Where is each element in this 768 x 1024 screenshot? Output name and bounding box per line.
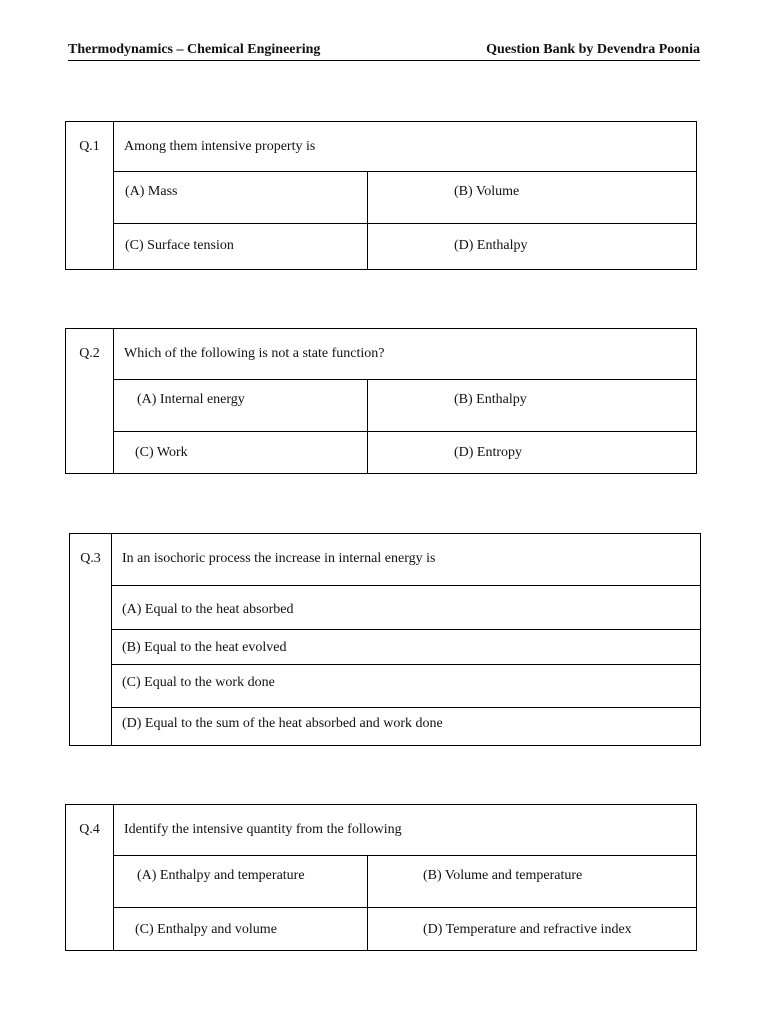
option-cell (114, 432, 368, 473)
question-4 (65, 804, 697, 951)
option-c: (C) Enthalpy and volume (135, 922, 277, 937)
option-cell (114, 856, 368, 907)
question-number: Q.1 (79, 139, 100, 154)
question-text-row (114, 122, 696, 171)
options-row (114, 223, 696, 269)
option-b: (B) Equal to the heat evolved (122, 640, 287, 655)
question-text: Among them intensive property is (124, 139, 316, 154)
option-b: (B) Volume and temperature (423, 868, 583, 883)
question-number-cell (66, 122, 114, 269)
question-1 (65, 121, 697, 270)
option-cell (368, 380, 696, 431)
option-c: (C) Surface tension (125, 238, 234, 253)
option-row (112, 707, 700, 745)
option-cell (368, 908, 696, 950)
question-3 (69, 533, 701, 746)
option-cell (114, 224, 368, 269)
question-text-row (112, 534, 700, 585)
option-row (112, 629, 700, 664)
option-d: (D) Enthalpy (454, 238, 528, 253)
page-header (68, 42, 700, 61)
question-text-row (114, 805, 696, 855)
option-row (112, 585, 700, 629)
option-c: (C) Work (135, 445, 188, 460)
question-text-row (114, 329, 696, 379)
option-cell (114, 172, 368, 223)
option-a: (A) Internal energy (137, 392, 245, 407)
option-d: (D) Entropy (454, 445, 523, 460)
option-d: (D) Temperature and refractive index (423, 922, 632, 937)
question-number: Q.2 (79, 346, 100, 361)
question-number-cell (66, 805, 114, 950)
option-a: (A) Enthalpy and temperature (137, 868, 305, 883)
options-row (114, 379, 696, 431)
option-a: (A) Mass (125, 184, 178, 199)
question-text: Which of the following is not a state function? (124, 346, 385, 361)
options-row (114, 171, 696, 223)
option-cell (368, 432, 696, 473)
header-author: Question Bank by Devendra Poonia (486, 42, 700, 57)
option-cell (368, 172, 696, 223)
question-number: Q.4 (79, 822, 100, 837)
option-cell (368, 224, 696, 269)
option-b: (B) Volume (454, 184, 520, 199)
options-row (114, 431, 696, 473)
option-cell (114, 380, 368, 431)
option-d: (D) Equal to the sum of the heat absorbed and work done (122, 716, 443, 731)
option-b: (B) Enthalpy (454, 392, 527, 407)
question-number: Q.3 (80, 551, 101, 566)
question-number-cell (66, 329, 114, 473)
options-row (114, 855, 696, 907)
option-cell (368, 856, 696, 907)
question-text: Identify the intensive quantity from the following (124, 822, 402, 837)
option-row (112, 664, 700, 707)
options-row (114, 907, 696, 950)
question-2 (65, 328, 697, 474)
option-a: (A) Equal to the heat absorbed (122, 602, 294, 617)
header-subject: Thermodynamics – Chemical Engineering (68, 42, 321, 57)
option-c: (C) Equal to the work done (122, 675, 275, 690)
question-text: In an isochoric process the increase in internal energy is (122, 551, 436, 566)
option-cell (114, 908, 368, 950)
question-number-cell (70, 534, 112, 745)
